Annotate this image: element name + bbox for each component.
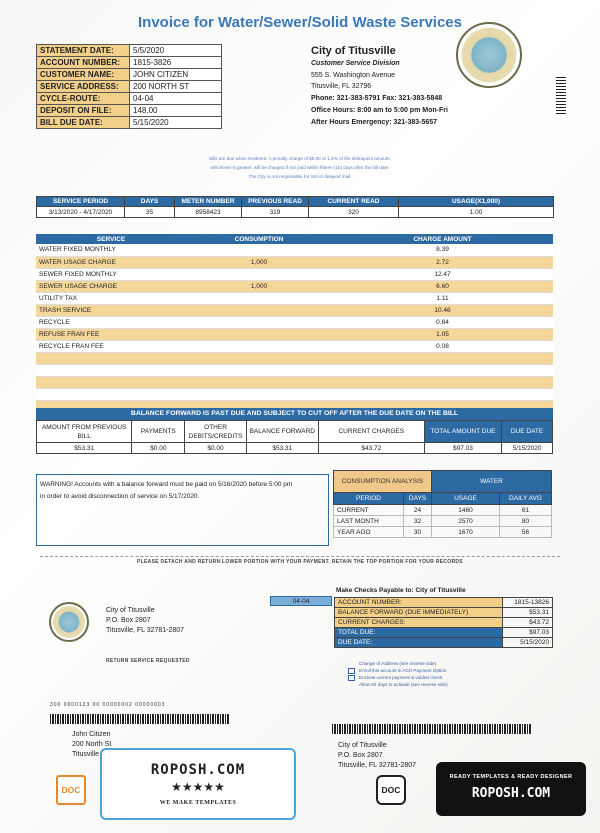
- late-payment-notice: [100, 154, 500, 181]
- charge-row: [36, 364, 553, 376]
- charge-service: REFUSE FRAN FEE: [36, 328, 186, 340]
- charge-amount: [332, 364, 553, 376]
- watermark-slogan: WE MAKE TEMPLATES: [159, 800, 237, 806]
- payment-label: CURRENT CHARGES:: [335, 618, 503, 628]
- info-value: 1815-3826: [130, 57, 222, 69]
- service-col-header: CURRENT READ: [309, 197, 399, 207]
- service-cell: 8958423: [175, 207, 242, 218]
- option-line: Enclose current payment & voided check.: [359, 675, 444, 680]
- city-after-hours: After Hours Emergency: 321-383-5657: [311, 118, 438, 126]
- service-cell: 1.00: [399, 207, 554, 218]
- consumption-table: [333, 470, 552, 538]
- charge-consumption: [186, 304, 332, 316]
- charge-service: [36, 364, 186, 376]
- charge-amount: 10.46: [332, 304, 553, 316]
- charge-consumption: 1,000: [186, 280, 332, 292]
- payment-value: $53.31: [503, 608, 553, 618]
- charge-service: [36, 352, 186, 364]
- account-info-table: [36, 44, 222, 129]
- payment-label: ACCOUNT NUMBER:: [335, 598, 503, 608]
- info-label: ACCOUNT NUMBER:: [37, 57, 130, 69]
- charge-consumption: [186, 328, 332, 340]
- consumption-cell: 30: [404, 527, 432, 538]
- city-citystate: Titusville, FL 32796: [311, 83, 372, 91]
- customer-street: 200 North St: [72, 741, 112, 748]
- balance-col-header: CURRENT CHARGES: [318, 421, 424, 443]
- change-address-checkbox[interactable]: [348, 668, 355, 674]
- charge-consumption: [186, 340, 332, 352]
- charge-amount: 0.08: [332, 340, 553, 352]
- service-cell: 35: [125, 207, 175, 218]
- charge-consumption: [186, 352, 332, 364]
- customer-name: John Citizen: [72, 731, 111, 738]
- balance-col-header: PAYMENTS: [132, 421, 185, 443]
- charges-table: [36, 234, 553, 413]
- info-label: CYCLE-ROUTE:: [37, 93, 130, 105]
- city-division: Customer Service Division: [311, 59, 400, 67]
- charge-row: [36, 292, 553, 304]
- balance-table: [36, 420, 553, 454]
- city-mail-name: City of Titusville: [338, 742, 387, 749]
- payment-label: TOTAL DUE:: [335, 628, 503, 638]
- consumption-cell: YEAR AGO: [334, 527, 404, 538]
- payment-options: [348, 660, 448, 688]
- city-contact-block: [311, 46, 448, 129]
- barcode: [556, 76, 566, 114]
- charge-service: SEWER USAGE CHARGE: [36, 280, 186, 292]
- service-col-header: PREVIOUS READ: [242, 197, 309, 207]
- consumption-col-header: PERIOD: [334, 493, 404, 505]
- warning-line: WARNING! Accounts with a balance forward must be paid on 5/16/2020 before 5:00 pm: [40, 481, 293, 488]
- watermark-stars: ★★★★★: [171, 780, 225, 794]
- service-col-header: USAGE(X1,000): [399, 197, 554, 207]
- remit-address: [106, 606, 184, 636]
- service-cell: 3/13/2020 - 4/17/2020: [37, 207, 125, 218]
- consumption-col-header: USAGE: [432, 493, 500, 505]
- charge-service: UTILITY TAX: [36, 292, 186, 304]
- info-label: DEPOSIT ON FILE:: [37, 105, 130, 117]
- balance-cell: $43.72: [318, 443, 424, 454]
- city-phone: Phone: 321-383-5791 Fax: 321-383-5848: [311, 95, 443, 103]
- payment-value: $97.03: [503, 628, 553, 638]
- watermark-banner: [436, 762, 586, 816]
- page-title: Invoice for Water/Sewer/Solid Waste Services: [137, 14, 462, 31]
- payment-value: 1815-13826: [503, 598, 553, 608]
- service-col-header: SERVICE PERIOD: [37, 197, 125, 207]
- postal-barcode: [332, 724, 532, 734]
- charge-amount: 2.72: [332, 256, 553, 268]
- charge-amount: 1.05: [332, 328, 553, 340]
- charge-service: WATER USAGE CHARGE: [36, 256, 186, 268]
- charge-row: [36, 388, 553, 400]
- remit-citystate: Titusville, FL 32781-2807: [106, 627, 185, 634]
- doc-file-icon: DOC: [376, 775, 406, 805]
- balance-cell: $0.00: [185, 443, 246, 454]
- charge-service: TRASH SERVICE: [36, 304, 186, 316]
- charge-row: [36, 376, 553, 388]
- charge-amount: 0.84: [332, 316, 553, 328]
- watermark-brand: ROPOSH.COM: [150, 762, 246, 778]
- charge-service: RECYCLE FRAN FEE: [36, 340, 186, 352]
- charges-col-header: CONSUMPTION: [186, 234, 332, 244]
- notice-line: whichever is greater, will be charged if not paid within fifteen (15) days after the bill date.: [210, 165, 390, 170]
- option-line: Allow 60 days to activate (see reverse side): [359, 682, 448, 687]
- consumption-col-header: DAYS: [404, 493, 432, 505]
- city-mailing-address: [338, 741, 416, 771]
- return-service-requested: RETURN SERVICE REQUESTED: [106, 658, 190, 664]
- balance-forward-heading: BALANCE FORWARD IS PAST DUE AND SUBJECT TO CUT OFF AFTER THE DUE DATE ON THE BILL: [36, 408, 553, 420]
- service-cell: 320: [309, 207, 399, 218]
- scan-line: 300 0000123 00 00000002 00000003: [50, 702, 166, 708]
- charge-service: [36, 376, 186, 388]
- cycle-route-chip: 04-04: [270, 596, 332, 606]
- info-value: 5/5/2020: [130, 45, 222, 57]
- consumption-water-header: WATER: [432, 471, 552, 493]
- charge-amount: [332, 376, 553, 388]
- charge-amount: 6.60: [332, 280, 553, 292]
- charge-amount: 8.39: [332, 244, 553, 256]
- city-street: 555 S. Washington Avenue: [311, 71, 396, 79]
- charge-consumption: [186, 316, 332, 328]
- charge-amount: 1.11: [332, 292, 553, 304]
- info-value: 04-04: [130, 93, 222, 105]
- charge-consumption: [186, 268, 332, 280]
- customer-city: Titusville: [72, 751, 99, 758]
- consumption-col-header: DAILY AVG: [500, 493, 552, 505]
- payment-label: DUE DATE:: [335, 638, 503, 648]
- balance-cell: 5/15/2020: [502, 443, 553, 454]
- consumption-title: CONSUMPTION ANALYSIS: [334, 471, 432, 493]
- balance-cell: $53.31: [246, 443, 318, 454]
- notice-line: Bills are due when rendered. A penalty charge of $5.00 or 1.5% of the delinquent amount,: [209, 156, 391, 161]
- city-mail-box: P.O. Box 2807: [338, 752, 383, 759]
- charge-consumption: [186, 292, 332, 304]
- disconnection-warning: [36, 474, 329, 546]
- city-hours: Office Hours: 8:00 am to 5:00 pm Mon-Fri: [311, 106, 448, 114]
- consumption-cell: 1460: [432, 505, 500, 516]
- balance-col-header: TOTAL AMOUNT DUE: [424, 421, 501, 443]
- payment-label: BALANCE FORWARD (DUE IMMEDIATELY): [335, 608, 503, 618]
- payment-value: $43.72: [503, 618, 553, 628]
- warning-line: in order to avoid disconnection of service on 5/17/2020.: [40, 493, 200, 500]
- charge-service: RECYCLE: [36, 316, 186, 328]
- remit-name: City of Titusville: [106, 607, 155, 614]
- info-label: BILL DUE DATE:: [37, 117, 130, 129]
- service-period-table: [36, 196, 554, 218]
- charge-consumption: [186, 388, 332, 400]
- charge-service: [36, 388, 186, 400]
- consumption-cell: 56: [500, 527, 552, 538]
- payment-value: 5/15/2020: [503, 638, 553, 648]
- banner-tagline: READY TEMPLATES & READY DESIGNER: [449, 774, 573, 780]
- payable-to: Make Checks Payable to: City of Titusville: [336, 587, 466, 594]
- charge-row: [36, 304, 553, 316]
- charge-row: [36, 328, 553, 340]
- detach-instruction: PLEASE DETACH AND RETURN LOWER PORTION WITH YOUR PAYMENT. RETAIN THE TOP PORTION FOR YOUR RECORDS: [40, 556, 560, 565]
- city-seal-logo: [456, 22, 522, 88]
- city-seal-logo-small: [49, 602, 89, 642]
- charge-row: [36, 316, 553, 328]
- charge-consumption: [186, 376, 332, 388]
- charge-service: SEWER FIXED MONTHLY: [36, 268, 186, 280]
- balance-col-header: BALANCE FORWARD: [246, 421, 318, 443]
- remit-box: P.O. Box 2807: [106, 617, 151, 624]
- city-name: City of Titusville: [311, 45, 396, 57]
- balance-col-header: AMOUNT FROM PREVIOUS BILL: [37, 421, 132, 443]
- charge-row: [36, 280, 553, 292]
- charge-consumption: [186, 244, 332, 256]
- payment-stub: [334, 587, 553, 648]
- consumption-cell: CURRENT: [334, 505, 404, 516]
- balance-col-header: DUE DATE: [502, 421, 553, 443]
- watermark-badge: [100, 748, 296, 820]
- info-label: STATEMENT DATE:: [37, 45, 130, 57]
- balance-cell: $97.03: [424, 443, 501, 454]
- charge-consumption: [186, 364, 332, 376]
- charge-amount: 12.47: [332, 268, 553, 280]
- charge-row: [36, 256, 553, 268]
- notice-line: The City is not responsible for lost or delayed mail.: [248, 174, 352, 179]
- charge-row: [36, 352, 553, 364]
- consumption-cell: 1670: [432, 527, 500, 538]
- charge-service: WATER FIXED MONTHLY: [36, 244, 186, 256]
- info-value: 200 NORTH ST: [130, 81, 222, 93]
- service-cell: 319: [242, 207, 309, 218]
- payment-table: [334, 597, 553, 648]
- charges-col-header: SERVICE: [36, 234, 186, 244]
- consumption-cell: 2570: [432, 516, 500, 527]
- consumption-cell: 61: [500, 505, 552, 516]
- banner-brand: ROPOSH.COM: [471, 786, 551, 801]
- city-mail-citystate: Titusville, FL 32781-2807: [338, 762, 417, 769]
- service-col-header: DAYS: [125, 197, 175, 207]
- charge-amount: [332, 388, 553, 400]
- info-value: 5/15/2020: [130, 117, 222, 129]
- balance-col-header: OTHER DEBITS/CREDITS: [185, 421, 246, 443]
- balance-cell: $53.31: [37, 443, 132, 454]
- info-label: SERVICE ADDRESS:: [37, 81, 130, 93]
- charge-amount: [332, 352, 553, 364]
- doc-file-icon: DOC: [56, 775, 86, 805]
- consumption-cell: 32: [404, 516, 432, 527]
- charge-row: [36, 268, 553, 280]
- consumption-cell: 80: [500, 516, 552, 527]
- info-value: JOHN CITIZEN: [130, 69, 222, 81]
- balance-cell: $0.00: [132, 443, 185, 454]
- option-line: Enroll this account in ACH Payment Option: [359, 668, 447, 673]
- consumption-cell: LAST MONTH: [334, 516, 404, 527]
- info-label: CUSTOMER NAME:: [37, 69, 130, 81]
- charge-row: [36, 340, 553, 352]
- ach-enroll-checkbox[interactable]: [348, 675, 355, 681]
- service-col-header: METER NUMBER: [175, 197, 242, 207]
- option-line: Change of Address (see reverse side): [359, 661, 437, 666]
- charge-row: [36, 244, 553, 256]
- charge-consumption: 1,000: [186, 256, 332, 268]
- charges-col-header: CHARGE AMOUNT: [332, 234, 553, 244]
- info-value: 148.00: [130, 105, 222, 117]
- postal-barcode: [50, 714, 230, 724]
- consumption-cell: 24: [404, 505, 432, 516]
